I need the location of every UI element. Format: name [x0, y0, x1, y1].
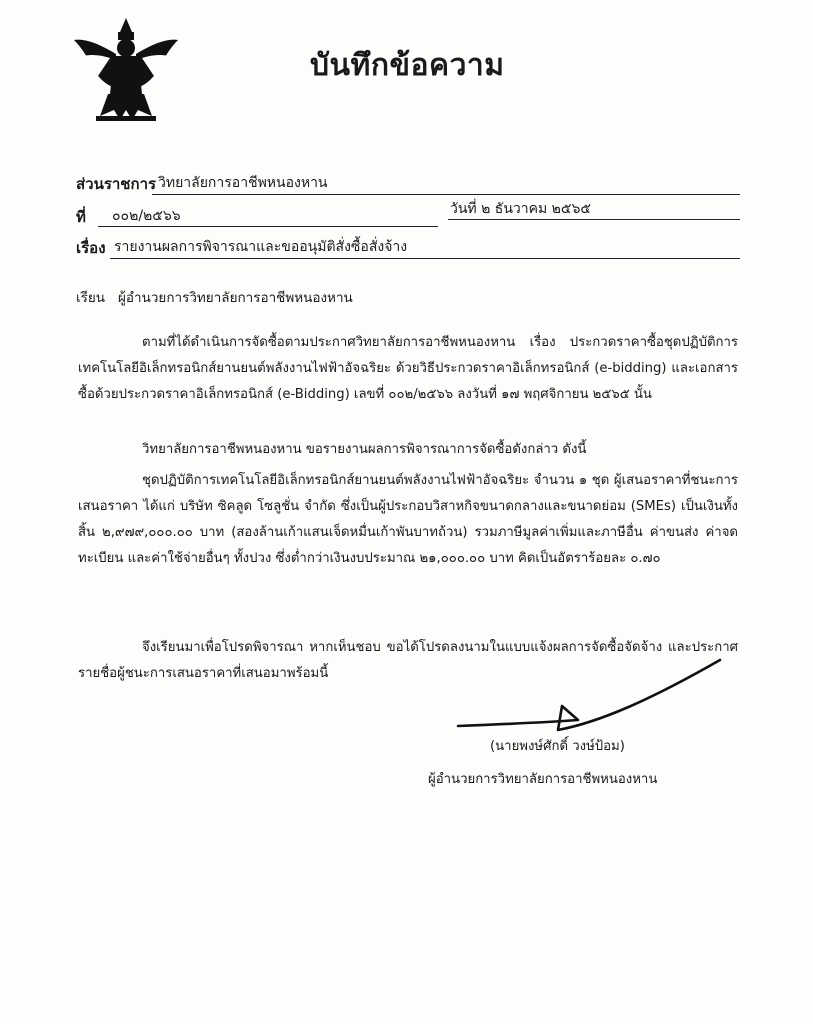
- agency-value: วิทยาลัยการอาชีพหนองหาน: [158, 175, 328, 191]
- signatory-position: ผู้อำนวยการวิทยาลัยการอาชีพหนองหาน: [428, 772, 658, 787]
- handwritten-signature: [450, 650, 730, 740]
- body-paragraph-4-text: จึงเรียนมาเพื่อโปรดพิจารณา หากเห็นชอบ ขอได้โปรดลงนามในแบบแจ้งผลการจัดซื้อจัดจ้าง และประกาศรายชื่อผู้ชนะการเสนอราคาที่เสนอมาพร้อมนี้: [78, 640, 738, 681]
- body-paragraph-2: วิทยาลัยการอาชีพหนองหาน ขอรายงานผลการพิจารณาการจัดซื้อดังกล่าว ดังนี้: [142, 442, 587, 457]
- signatory-name: (นายพงษ์ศักดิ์ วงษ์ป้อม): [490, 739, 625, 754]
- salutation-label: เรียน: [76, 290, 106, 306]
- subject-label: เรื่อง: [76, 239, 106, 257]
- number-value: ๐๐๒/๒๕๖๖: [112, 208, 181, 224]
- subject-rule: [110, 258, 740, 259]
- subject-value: รายงานผลการพิจารณาและขออนุมัติสั่งซื้อสั่งจ้าง: [114, 239, 408, 255]
- body-paragraph-1-text: ตามที่ได้ดำเนินการจัดซื้อตามประกาศวิทยาลัยการอาชีพหนองหาน เรื่อง ประกวดราคาซื้อชุดปฏิบัติการเทคโนโลยีอิเล็กทรอนิกส์ยานยนต์พลังงานไฟฟ้าอัจฉริยะ ด้วยวิธีประกวดราคาอิเล็กทรอนิกส์ (e-bidding) และเอกสารซื้อด้วยประกวดราคาอิเล็กทรอนิกส์ (e-Bidding) เลขที่ ๐๐๒/๒๕๖๖ ลงวันที่ ๑๗ พฤศจิกายน ๒๕๖๕ นั้น: [78, 335, 738, 402]
- garuda-emblem-icon: [70, 14, 182, 124]
- number-rule: [98, 226, 438, 227]
- date-value: วันที่ ๒ ธันวาคม ๒๕๖๕: [450, 201, 591, 217]
- salutation-value: ผู้อำนวยการวิทยาลัยการอาชีพหนองหาน: [118, 290, 353, 306]
- body-paragraph-1: [78, 330, 738, 408]
- number-label: ที่: [76, 208, 86, 226]
- document-title: บันทึกข้อความ: [310, 48, 505, 83]
- body-paragraph-3-text: ชุดปฏิบัติการเทคโนโลยีอิเล็กทรอนิกส์ยานยนต์พลังงานไฟฟ้าอัจฉริยะ จำนวน ๑ ชุด ผู้เสนอราคาที่ชนะการเสนอราคา ได้แก่ บริษัท ซิคลูด โซลูชั่น จำกัด ซึ่งเป็นผู้ประกอบวิสาหกิจขนาดกลางและขนาดย่อม (SMEs) เป็นเงินทั้งสิ้น ๒,๙๗๙,๐๐๐.๐๐ บาท (สองล้านเก้าแสนเจ็ดหมื่นเก้าพันบาทถ้วน) รวมภาษีมูลค่าเพิ่มและภาษีอื่น ค่าขนส่ง ค่าจดทะเบียน และค่าใช้จ่ายอื่นๆ ทั้งปวง ซึ่งต่ำกว่าเงินงบประมาณ ๒๑,๐๐๐.๐๐ บาท คิดเป็นอัตราร้อยละ ๐.๗๐: [78, 473, 738, 566]
- body-paragraph-3: [78, 468, 738, 572]
- agency-rule: [152, 194, 740, 195]
- date-rule: [448, 219, 740, 220]
- agency-label: ส่วนราชการ: [76, 175, 157, 193]
